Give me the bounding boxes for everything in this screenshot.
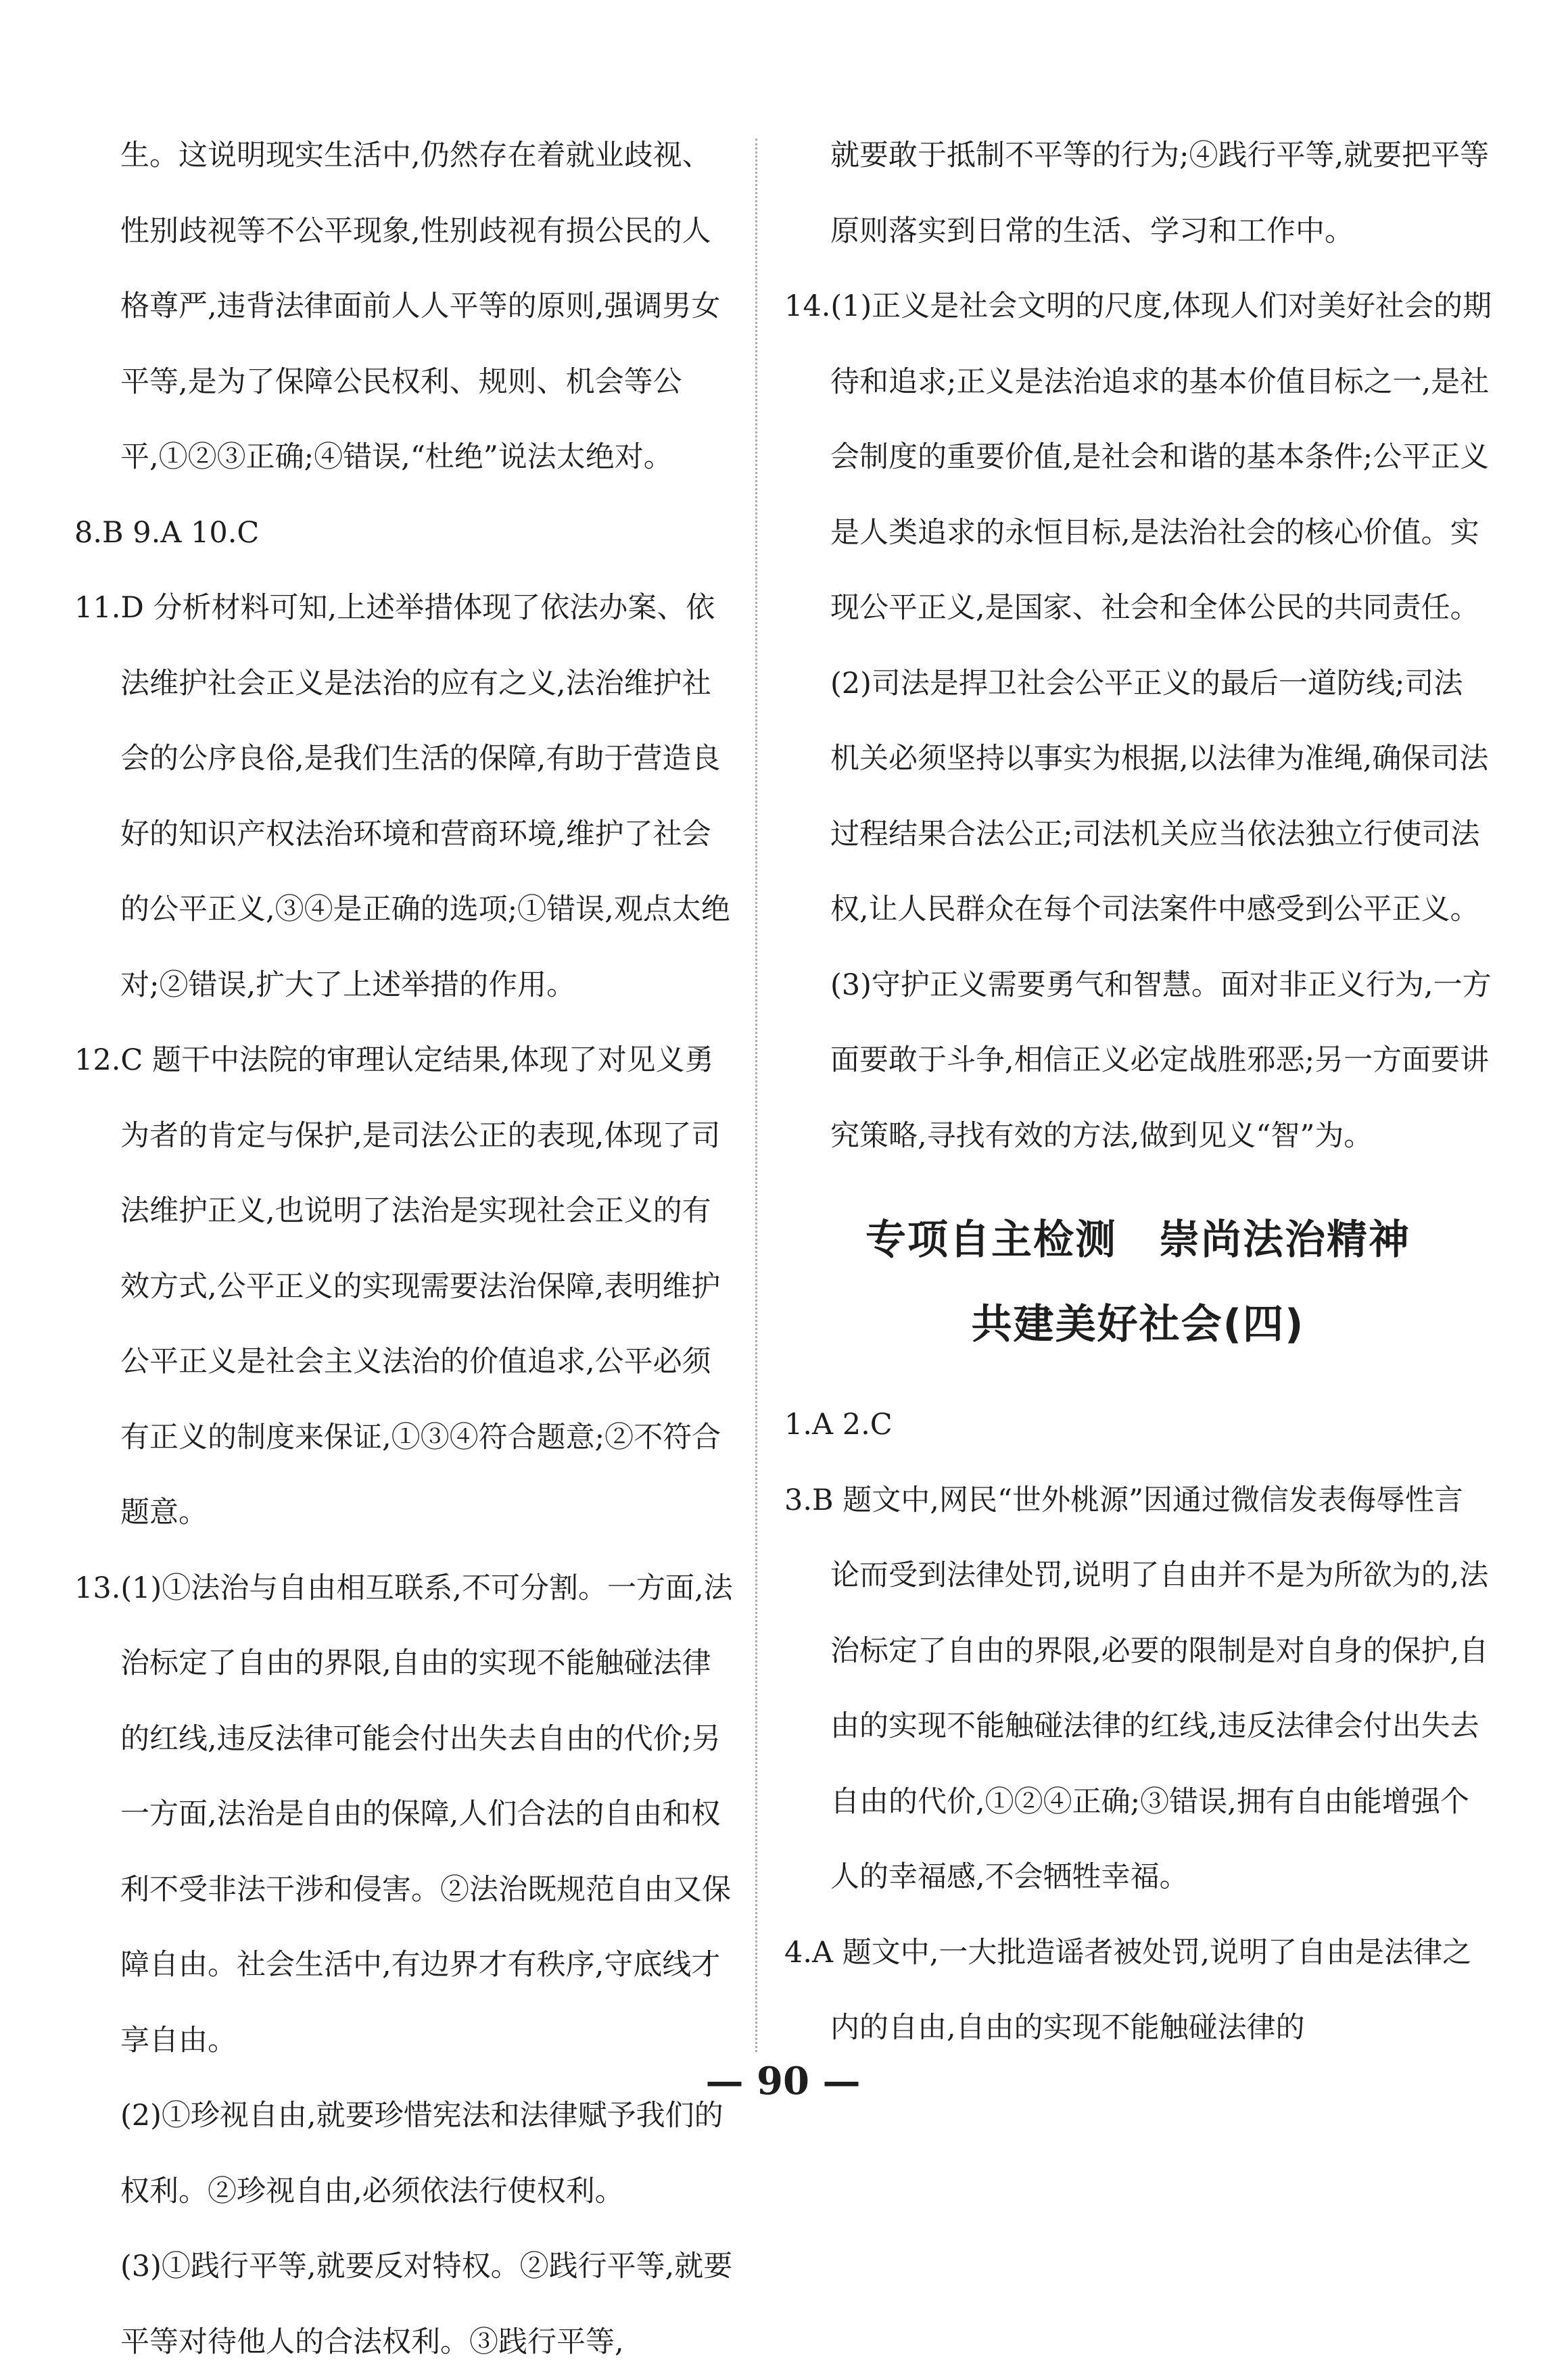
right-column xyxy=(784,118,1492,2066)
answer-paragraph: (3)①践行平等,就要反对特权。②践行平等,就要平等对待他人的合法权利。③践行平等, xyxy=(120,2250,733,2359)
answer-paragraph: 1.A 2.C xyxy=(784,1408,893,1442)
answer-paragraph: 生。这说明现实生活中,仍然存在着就业歧视、性别歧视等不公平现象,性别歧视有损公民的人格尊严,违背法律面前人人平等的原则,强调男女平等,是为了保障公民权利、规则、机会等公平,①②③正确;④错误,“杜绝”说法太绝对。 xyxy=(120,139,721,474)
answer-paragraph: 13.(1)①法治与自由相互联系,不可分割。一方面,法治标定了自由的界限,自由的实现不能触碰法律的红线,违反法律可能会付出失去自由的代价;另一方面,法治是自由的保障,人们合法的自由和权利不受非法干涉和侵害。②法治既规范自由又保障自由。社会生活中,有边界才有秩序,守底线才享自由。 xyxy=(74,1571,733,2057)
answer-paragraph: 11.D 分析材料可知,上述举措体现了依法办案、依法维护社会正义是法治的应有之义,法治维护社会的公序良俗,是我们生活的保障,有助于营造良好的知识产权法治环境和营商环境,维护了社会的公平正义,③④是正确的选项;①错误,观点太绝对;②错误,扩大了上述举措的作用。 xyxy=(74,591,730,1002)
answer-paragraph: (2)①珍视自由,就要珍惜宪法和法律赋予我们的权利。②珍视自由,必须依法行使权利。 xyxy=(120,2099,723,2208)
answer-paragraph: 14.(1)正义是社会文明的尺度,体现人们对美好社会的期待和追求;正义是法治追求的基本价值目标之一,是社会制度的重要价值,是社会和谐的基本条件;公平正义是人类追求的永恒目标,是法治社会的核心价值。实现公平正义,是国家、社会和全体公民的共同责任。 xyxy=(784,289,1492,625)
section-heading-line1: 专项自主检测 崇尚法治精神 xyxy=(865,1216,1410,1264)
answer-paragraph: (2)司法是捍卫社会公平正义的最后一道防线;司法机关必须坚持以事实为根据,以法律为准绳,确保司法过程结果合法公正;司法机关应当依法独立行使司法权,让人民群众在每个司法案件中感受到公平正义。 xyxy=(830,666,1489,926)
answer-paragraph: 4.A 题文中,一大批造谣者被处罚,说明了自由是法律之内的自由,自由的实现不能触碰法律的 xyxy=(784,1935,1472,2045)
column-divider xyxy=(755,139,757,2052)
answer-paragraph: 8.B 9.A 10.C xyxy=(74,515,260,550)
answer-paragraph: (3)守护正义需要勇气和智慧。面对非正义行为,一方面要敢于斗争,相信正义必定战胜邪恶;另一方面要讲究策略,寻找有效的方法,做到见义“智”为。 xyxy=(830,968,1492,1153)
answer-paragraph: 3.B 题文中,网民“世外桃源”因通过微信发表侮辱性言论而受到法律处罚,说明了自由并不是为所欲为的,法治标定了自由的界限,必要的限制是对自身的保护,自由的实现不能触碰法律的红线,违反法律会付出失去自由的代价,①②④正确;③错误,拥有自由能增强个人的幸福感,不会牺牲幸福。 xyxy=(784,1483,1489,1894)
left-column xyxy=(74,118,737,2380)
page-number: — 90 — xyxy=(705,2059,861,2103)
section-heading-line2: 共建美好社会(四) xyxy=(971,1301,1305,1348)
answer-paragraph: 12.C 题干中法院的审理认定结果,体现了对见义勇为者的肯定与保护,是司法公正的表现,体现了司法维护正义,也说明了法治是实现社会正义的有效方式,公平正义的实现需要法治保障,表明维护公平正义是社会主义法治的价值追求,公平必须有正义的制度来保证,①③④符合题意;②不符合题意。 xyxy=(74,1043,721,1529)
answer-paragraph: 就要敢于抵制不平等的行为;④践行平等,就要把平等原则落实到日常的生活、学习和工作中。 xyxy=(830,139,1490,248)
